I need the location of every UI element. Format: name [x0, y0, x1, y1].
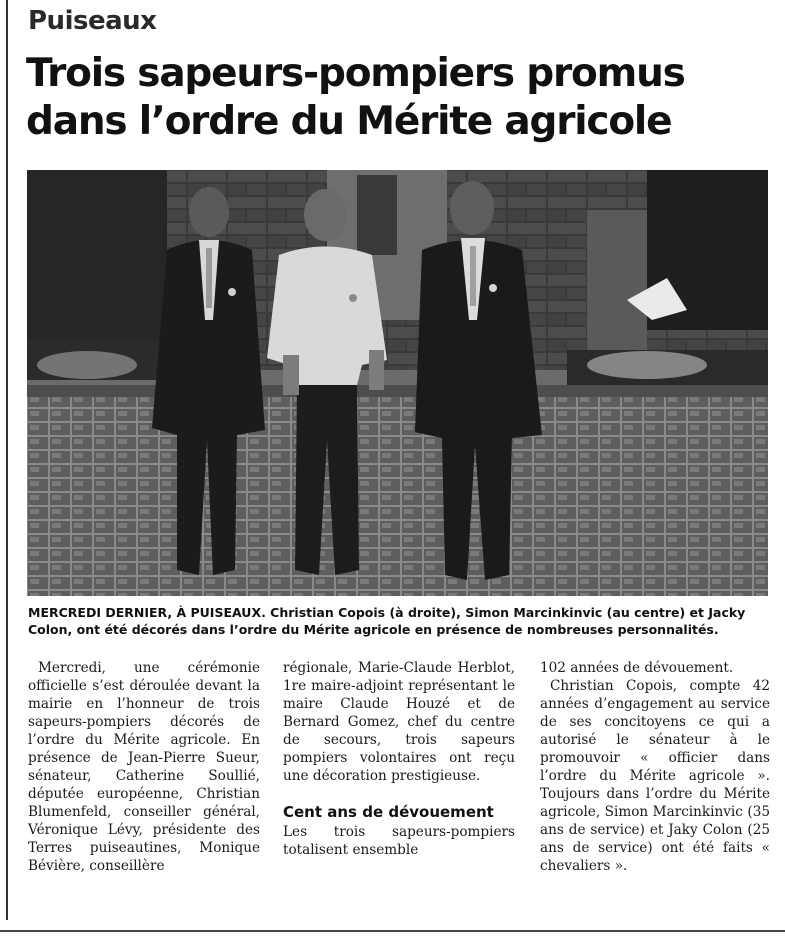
section-subheading: Cent ans de dévouement — [283, 803, 494, 821]
bottom-rule — [0, 930, 785, 932]
paragraph: 102 années de dévouement. — [540, 660, 734, 676]
left-column-rule — [6, 0, 8, 920]
paragraph: Christian Copois, compte 42 années d’engagement au service de ses concitoyens ce qui a autorisé le sénateur à le promouvoir « officier dans l’ordre du Mérite agricole ». Toujours dans l’ordre du Mérite agricole, Simon Marcinkinvic (35 ans de service) et Jaky Colon (25 ans de service) ont été faits « chevaliers ». — [540, 678, 770, 874]
kicker-location: Puiseaux — [28, 6, 157, 36]
article-column-2 — [283, 659, 515, 859]
paragraph: Les trois sapeurs-pompiers totalisent ensemble — [283, 824, 515, 858]
article-column-1 — [28, 659, 260, 875]
article-column-3 — [540, 659, 770, 875]
photo-caption: MERCREDI DERNIER, À PUISEAUX. Christian Copois (à droite), Simon Marcinkinvic (au centre) et Jacky Colon, ont été décorés dans l’ordre du Mérite agricole en présence de nombreuses personnalités. — [28, 605, 746, 637]
article-photo — [27, 170, 768, 596]
page-title: Trois sapeurs-pompiers promus dans l’ordre du Mérite agricole — [26, 51, 685, 144]
paragraph: Mercredi, une cérémonie officielle s’est déroulée devant la mairie en l’honneur de trois sapeurs-pompiers décorés de l’ordre du Mérite agricole. En présence de Jean-Pierre Sueur, sénateur, Catherine Soullié, députée européenne, Christian Blumenfeld, conseiller général, Véronique Lévy, présidente des Terres puiseautines, Monique Bévière, conseillère — [28, 660, 260, 874]
paragraph: régionale, Marie-Claude Herblot, 1re maire-adjoint représentant le maire Claude Houzé et de Bernard Gomez, chef du centre de secours, trois sapeurs pompiers volontaires ont reçu une décoration prestigieuse. — [283, 660, 515, 784]
